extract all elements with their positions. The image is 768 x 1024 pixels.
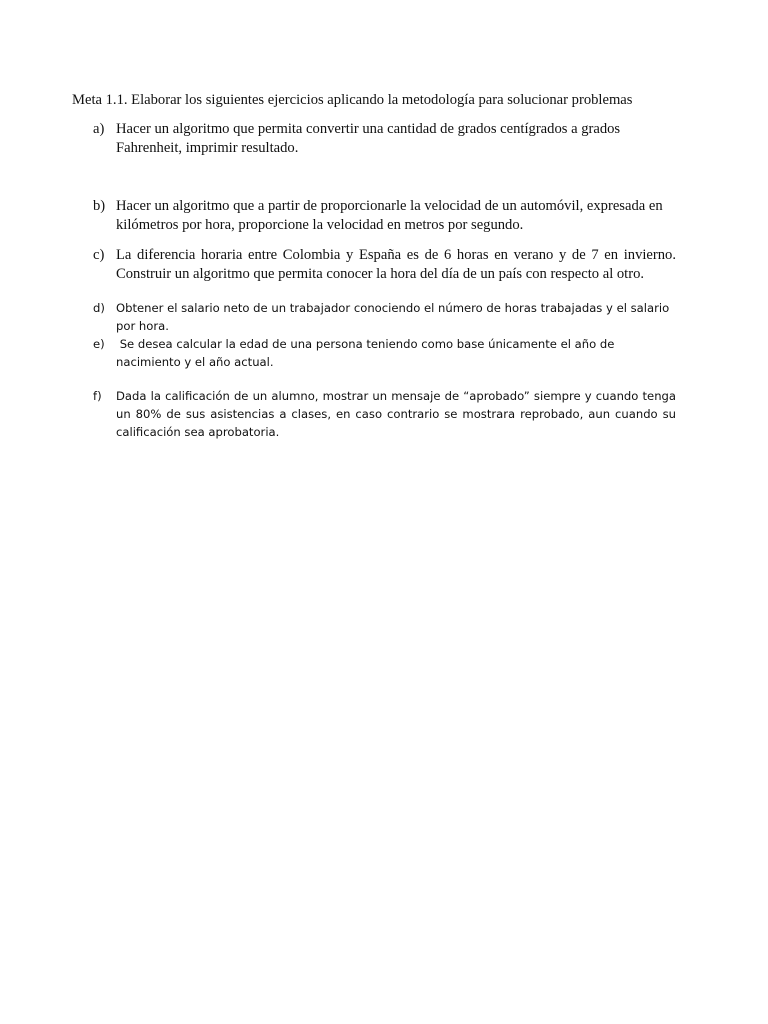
list-marker: f): [93, 389, 102, 403]
exercise-text: La diferencia horaria entre Colombia y España es de 6 horas en verano y de 7 en invierno. Construir un algoritmo que permita conocer la hora del día de un país con respecto al otro.: [116, 247, 676, 282]
list-marker: e): [93, 337, 105, 351]
exercise-item-e: [93, 335, 676, 371]
list-marker: b): [93, 198, 106, 214]
exercise-text: Hacer un algoritmo que permita convertir una cantidad de grados centígrados a grados Fahrenheit, imprimir resultado.: [116, 121, 621, 156]
exercise-item-d: [93, 299, 676, 335]
exercise-text: Hacer un algoritmo que a partir de proporcionarle la velocidad de un automóvil, expresada en kilómetros por hora, proporcione la velocidad en metros por segundo.: [116, 198, 663, 233]
exercise-item-a: [93, 120, 676, 158]
exercise-text: Dada la calificación de un alumno, mostrar un mensaje de “aprobado” siempre y cuando tenga un 80% de sus asistencias a clases, en caso contrario se mostrara reprobado, aun cuando su calificación sea aprobatoria.: [116, 389, 676, 439]
exercise-text: Obtener el salario neto de un trabajador conociendo el número de horas trabajadas y el salario por hora.: [116, 301, 670, 333]
list-marker: c): [93, 247, 105, 263]
exercise-item-f: [93, 387, 676, 441]
list-marker: d): [93, 301, 105, 315]
exercise-item-c: [93, 246, 676, 284]
list-marker: a): [93, 121, 105, 137]
exercise-item-b: [93, 197, 676, 235]
page-title: Meta 1.1. Elaborar los siguientes ejercicios aplicando la metodología para solucionar problemas: [72, 92, 633, 108]
exercise-text: Se desea calcular la edad de una persona teniendo como base únicamente el año de nacimiento y el año actual.: [116, 337, 619, 369]
